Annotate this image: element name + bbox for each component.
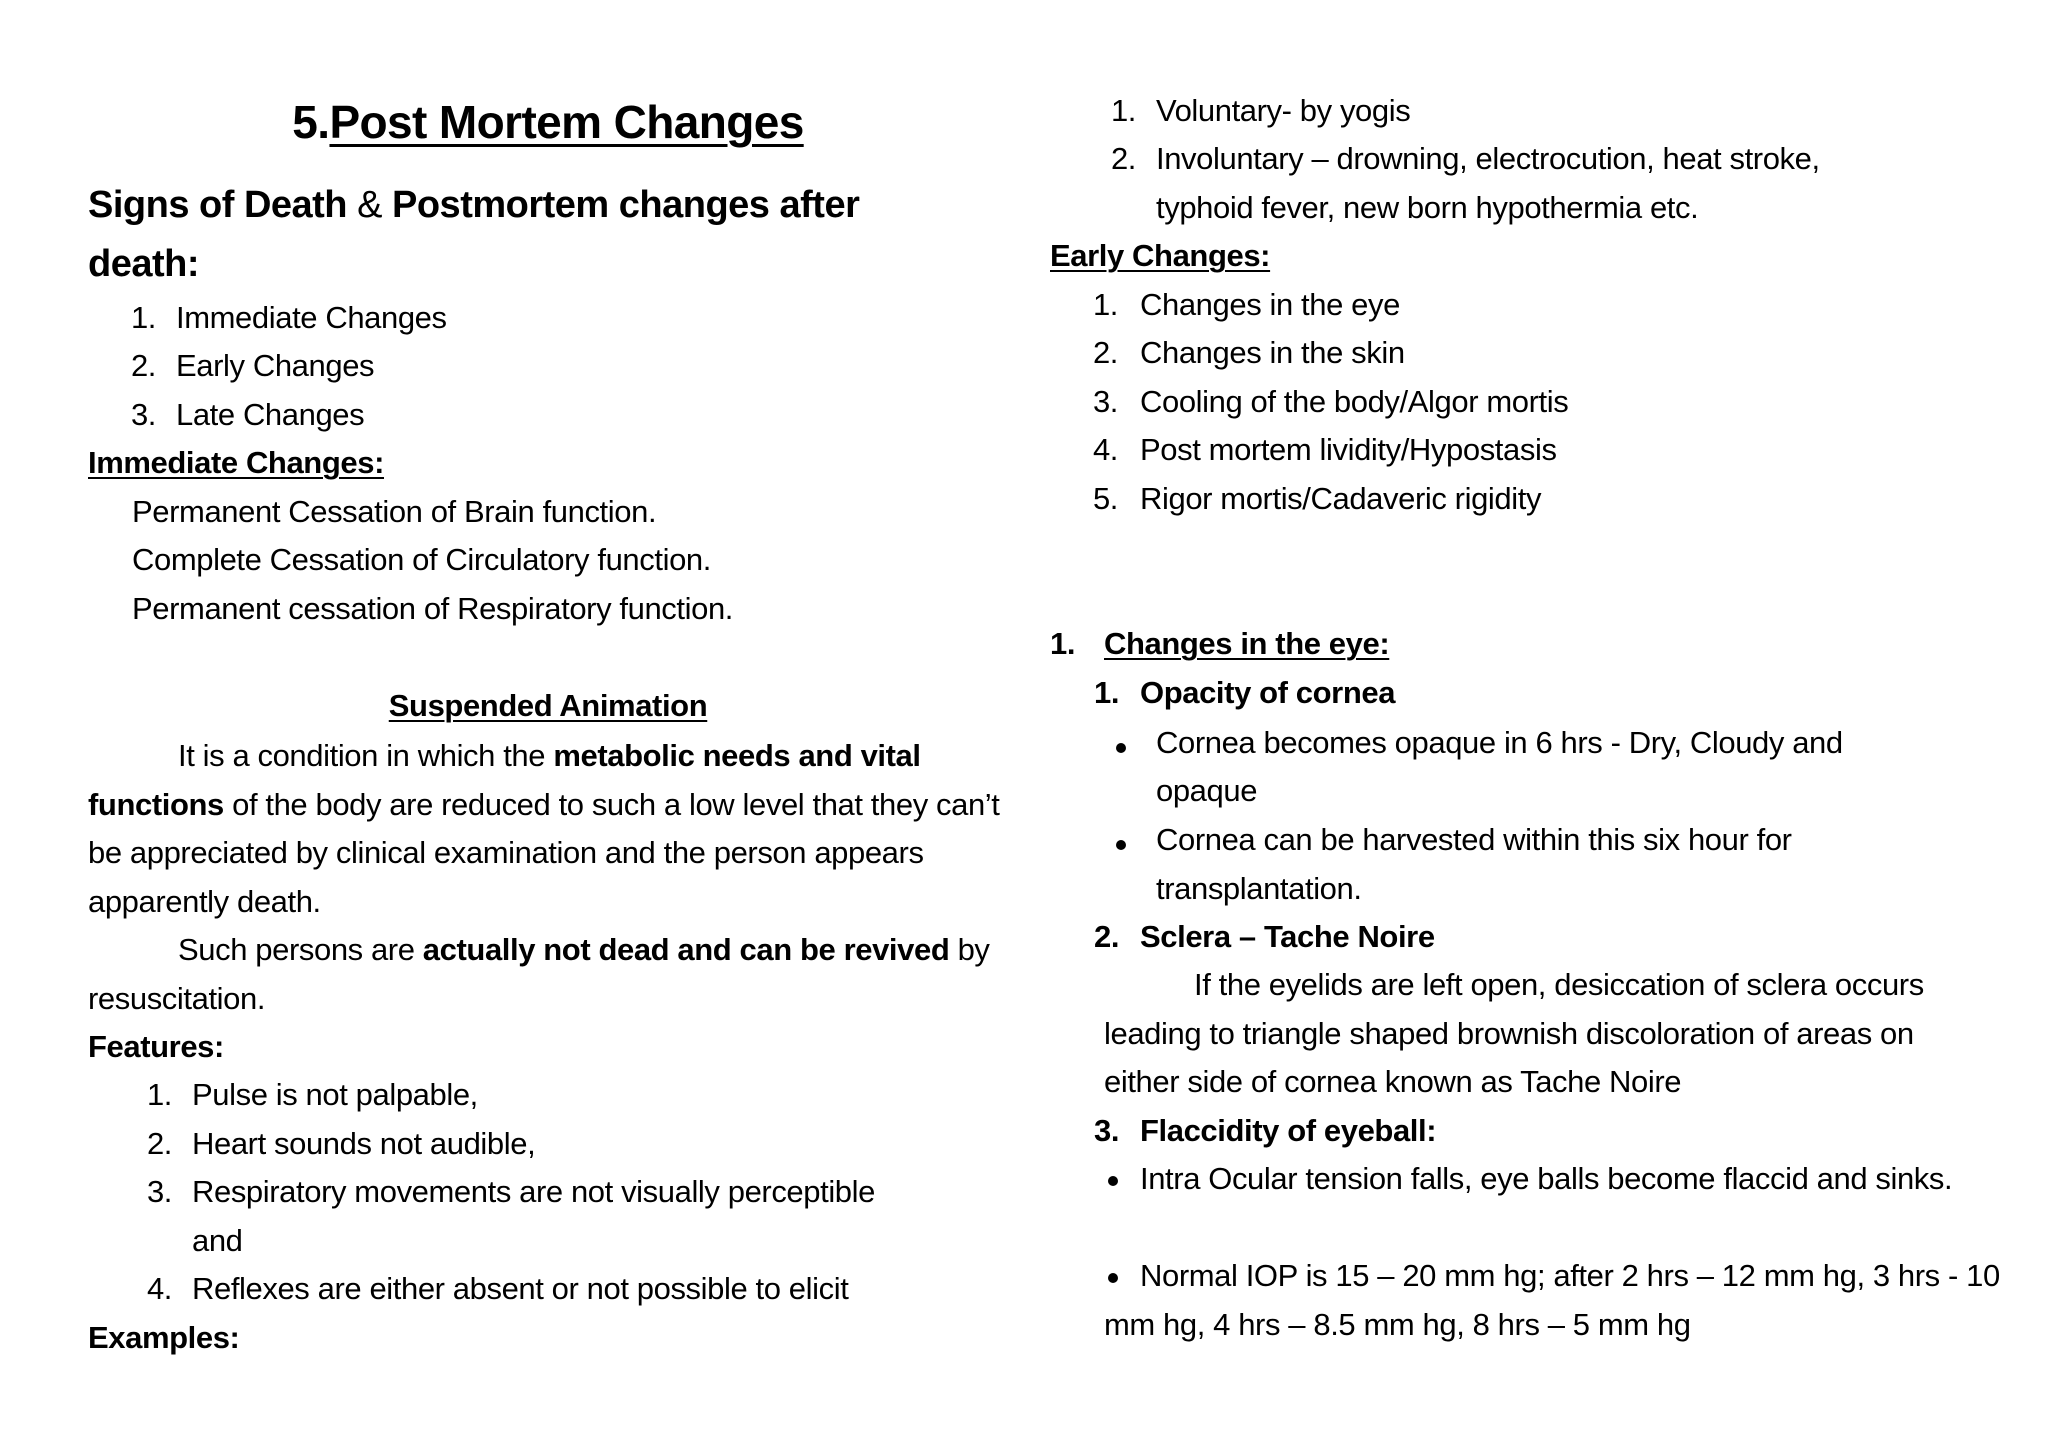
sclera-text: If the eyelids are left open, desiccation of sclera occurs leading to triangle shaped brownish discoloration of areas on either side of cornea known as Tache Noire (1104, 967, 1924, 1100)
example-item-2-cont: typhoid fever, new born hypothermia etc. (1156, 190, 1699, 225)
heading-part1: Signs of Death (88, 184, 348, 226)
eye-sub3-num: 3. (1094, 1113, 1120, 1148)
iop-bullet-2 (1104, 1252, 2024, 1349)
immediate-line-2: Complete Cessation of Circulatory function. (132, 542, 711, 577)
eye-heading-num: 1. (1050, 626, 1076, 661)
section-heading (88, 180, 859, 230)
early-num-5: 5. (1092, 481, 1118, 516)
p1-text-c: of the body are reduced to such a low level that they can’t be appreciated by clinical examination and the person appears apparently death. (88, 786, 1000, 919)
early-num-3: 3. (1092, 384, 1118, 419)
example-item-1: Voluntary- by yogis (1156, 93, 1411, 128)
heading-amp: & (347, 184, 392, 226)
cornea-bullet-2: Cornea can be harvested within this six hour for (1156, 822, 1792, 857)
iop-bullet-1 (1104, 1155, 2024, 1204)
early-heading: Early Changes: (1050, 238, 1271, 273)
p2-text-a: Such persons are (178, 932, 423, 967)
bullet-dot-icon (1116, 840, 1126, 850)
feature-item-3: Respiratory movements are not visually perceptible (192, 1174, 875, 1209)
feature-num-4: 4. (146, 1271, 172, 1306)
change-num-3: 3. (130, 397, 156, 432)
suspended-paragraph-2 (88, 926, 1008, 1023)
cornea-bullet-1: Cornea becomes opaque in 6 hrs - Dry, Cloudy and (1156, 725, 1843, 760)
iop-bullet-2-text: Normal IOP is 15 – 20 mm hg; after 2 hrs – 12 mm hg, 3 hrs - 10 mm hg, 4 hrs – 8.5 mm hg, 8 hrs – 5 mm hg (1104, 1258, 2000, 1342)
change-item-2: Early Changes (176, 348, 375, 383)
early-num-2: 2. (1092, 335, 1118, 370)
eye-sub2-title: Sclera – Tache Noire (1140, 919, 1435, 954)
example-item-2: Involuntary – drowning, electrocution, heat stroke, (1156, 141, 1820, 176)
p1-text-bold: metabolic needs and vital functions (88, 738, 921, 822)
immediate-line-3: Permanent cessation of Respiratory function. (132, 591, 733, 626)
early-num-4: 4. (1092, 432, 1118, 467)
feature-num-2: 2. (146, 1126, 172, 1161)
example-num-2: 2. (1110, 141, 1136, 176)
change-num-1: 1. (130, 300, 156, 335)
eye-sub1-num: 1. (1094, 675, 1120, 710)
cornea-bullet-1-cont: opaque (1156, 773, 1258, 808)
heading-part2: Postmortem changes after (392, 184, 860, 226)
p2-text-c: by resuscitation. (88, 932, 990, 1016)
immediate-line-1: Permanent Cessation of Brain function. (132, 494, 657, 529)
eye-sub1-title: Opacity of cornea (1140, 675, 1396, 710)
sclera-paragraph (1104, 961, 1984, 1107)
change-num-2: 2. (130, 348, 156, 383)
early-item-3: Cooling of the body/Algor mortis (1140, 384, 1569, 419)
change-item-3: Late Changes (176, 397, 365, 432)
p1-text-a: It is a condition in which the (178, 738, 554, 773)
feature-item-2: Heart sounds not audible, (192, 1126, 536, 1161)
eye-heading: Changes in the eye: (1104, 626, 1390, 661)
section-heading-cont: death: (88, 243, 199, 285)
feature-item-3-cont: and (192, 1223, 243, 1258)
early-item-4: Post mortem lividity/Hypostasis (1140, 432, 1557, 467)
early-item-2: Changes in the skin (1140, 335, 1405, 370)
page-title (88, 92, 1008, 152)
eye-sub2-num: 2. (1094, 919, 1120, 954)
feature-item-4: Reflexes are either absent or not possible to elicit (192, 1271, 849, 1306)
iop-bullet-1-text: Intra Ocular tension falls, eye balls become flaccid and sinks. (1140, 1161, 1953, 1196)
cornea-bullet-2-cont: transplantation. (1156, 871, 1362, 906)
feature-num-3: 3. (146, 1174, 172, 1209)
immediate-heading: Immediate Changes: (88, 445, 384, 480)
eye-sub3-title: Flaccidity of eyeball: (1140, 1113, 1437, 1148)
features-heading: Features: (88, 1029, 224, 1064)
early-item-5: Rigor mortis/Cadaveric rigidity (1140, 481, 1542, 516)
early-item-1: Changes in the eye (1140, 287, 1400, 322)
p2-text-bold: actually not dead and can be revived (422, 932, 950, 967)
feature-num-1: 1. (146, 1077, 172, 1112)
early-num-1: 1. (1092, 287, 1118, 322)
suspended-heading: Suspended Animation (388, 688, 708, 723)
title-main: Post Mortem Changes (329, 96, 804, 148)
bullet-dot-icon (1116, 743, 1126, 753)
examples-heading: Examples: (88, 1320, 240, 1355)
example-num-1: 1. (1110, 93, 1136, 128)
feature-item-1: Pulse is not palpable, (192, 1077, 478, 1112)
change-item-1: Immediate Changes (176, 300, 447, 335)
suspended-paragraph-1 (88, 732, 1008, 926)
title-prefix: 5. (292, 96, 330, 148)
